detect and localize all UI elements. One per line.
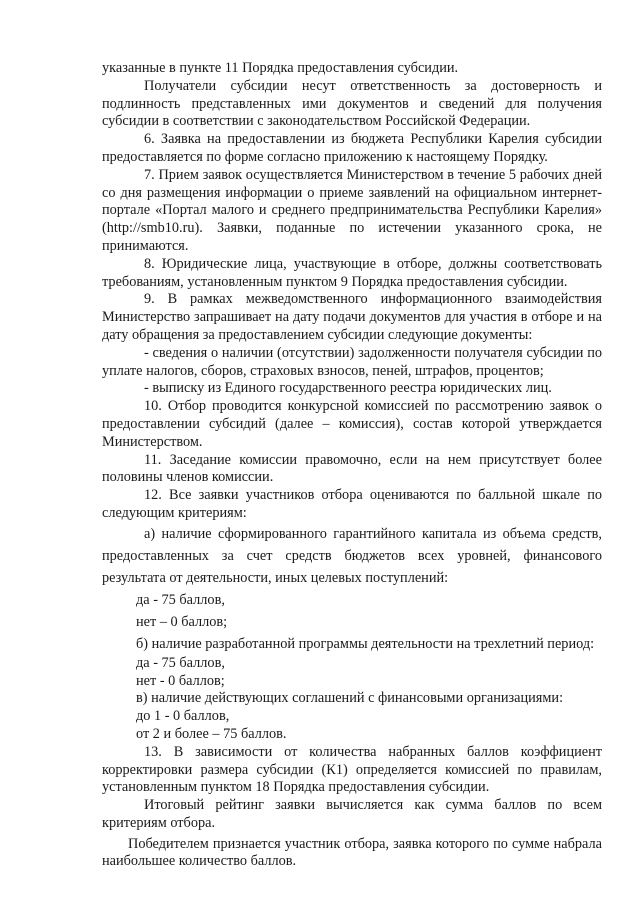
paragraph-criterion-b-no: нет - 0 баллов; — [136, 672, 225, 689]
paragraph-criterion-b-yes: да - 75 баллов, — [136, 654, 225, 671]
paragraph-item-7: 7. Прием заявок осуществляется Министерством в течение 5 рабочих дней со дня размещения информации о приеме заявлений на официальном интернет-портале «Портал малого и среднего предпринимательства Республики Карелия» (http://smb10.ru). Заявки, поданные по истечении указанного срока, не принимаются. — [102, 166, 602, 254]
paragraph-criterion-a-no: нет – 0 баллов; — [136, 613, 228, 630]
paragraph-item-11: 11. Заседание комиссии правомочно, если на нем присутствует более половины членов комиссии. — [102, 451, 602, 486]
paragraph-winner: Победителем признается участник отбора, заявка которого по сумме набрала наибольшее количество баллов. — [102, 835, 602, 870]
paragraph-item-9-bullet-2: - выписку из Единого государственного реестра юридических лиц. — [144, 380, 552, 397]
paragraph-item-12: 12. Все заявки участников отбора оцениваются по балльной шкале по следующим критериям: — [102, 487, 602, 521]
paragraph-item-10: 10. Отбор проводится конкурсной комиссией по рассмотрению заявок о предоставлении субсидий (далее – комиссия), состав которой утверждается Министерством. — [102, 398, 602, 450]
paragraph-item-6: 6. Заявка на предоставлении из бюджета Республики Карелия субсидии предоставляется по форме согласно приложению к настоящему Порядку. — [102, 131, 602, 165]
paragraph-criterion-b: б) наличие разработанной программы деятельности на трехлетний период: — [136, 635, 595, 652]
paragraph-criterion-a: а) наличие сформированного гарантийного капитала из объема средств, предоставленных за счет средств бюджетов всех уровней, финансового результата от деятельности, иных целевых поступлений: — [102, 525, 602, 586]
paragraph-item-8: 8. Юридические лица, участвующие в отборе, должны соответствовать требованиям, установленным пунктом 9 Порядка предоставления субсидии. — [102, 255, 602, 290]
paragraph-item-9-bullet-1: - сведения о наличии (отсутствии) задолженности получателя субсидии по уплате налогов, сборов, страховых взносов, пеней, штрафов, процентов; — [102, 344, 602, 379]
paragraph-criterion-c-up-to-1: до 1 - 0 баллов, — [136, 708, 230, 725]
paragraph-criterion-c-2-or-more: от 2 и более – 75 баллов. — [136, 725, 287, 742]
document-page — [102, 60, 602, 871]
paragraph-final-rating: Итоговый рейтинг заявки вычисляется как сумма баллов по всем критериям отбора. — [102, 797, 602, 831]
paragraph-criterion-c: в) наличие действующих соглашений с финансовыми организациями: — [136, 690, 564, 707]
paragraph-item-9: 9. В рамках межведомственного информационного взаимодействия Министерство запрашивает на дату подачи документов для участия в отборе и на дату обращения за предоставлением субсидии следующие документы: — [102, 291, 602, 343]
paragraph-recipients-responsibility: Получатели субсидии несут ответственность за достоверность и подлинность представленных ими документов и сведений для получения субсидии в соответствии с законодательством Российской Федерации. — [102, 77, 602, 130]
paragraph-intro-continuation: указанные в пункте 11 Порядка предоставления субсидии. — [102, 60, 459, 76]
paragraph-item-13: 13. В зависимости от количества набранных баллов коэффициент корректировки размера субсидии (К1) определяется комиссией по правилам, установленным пунктом 18 Порядка предоставления субсидии. — [102, 743, 602, 796]
paragraph-criterion-a-yes: да - 75 баллов, — [136, 591, 225, 608]
